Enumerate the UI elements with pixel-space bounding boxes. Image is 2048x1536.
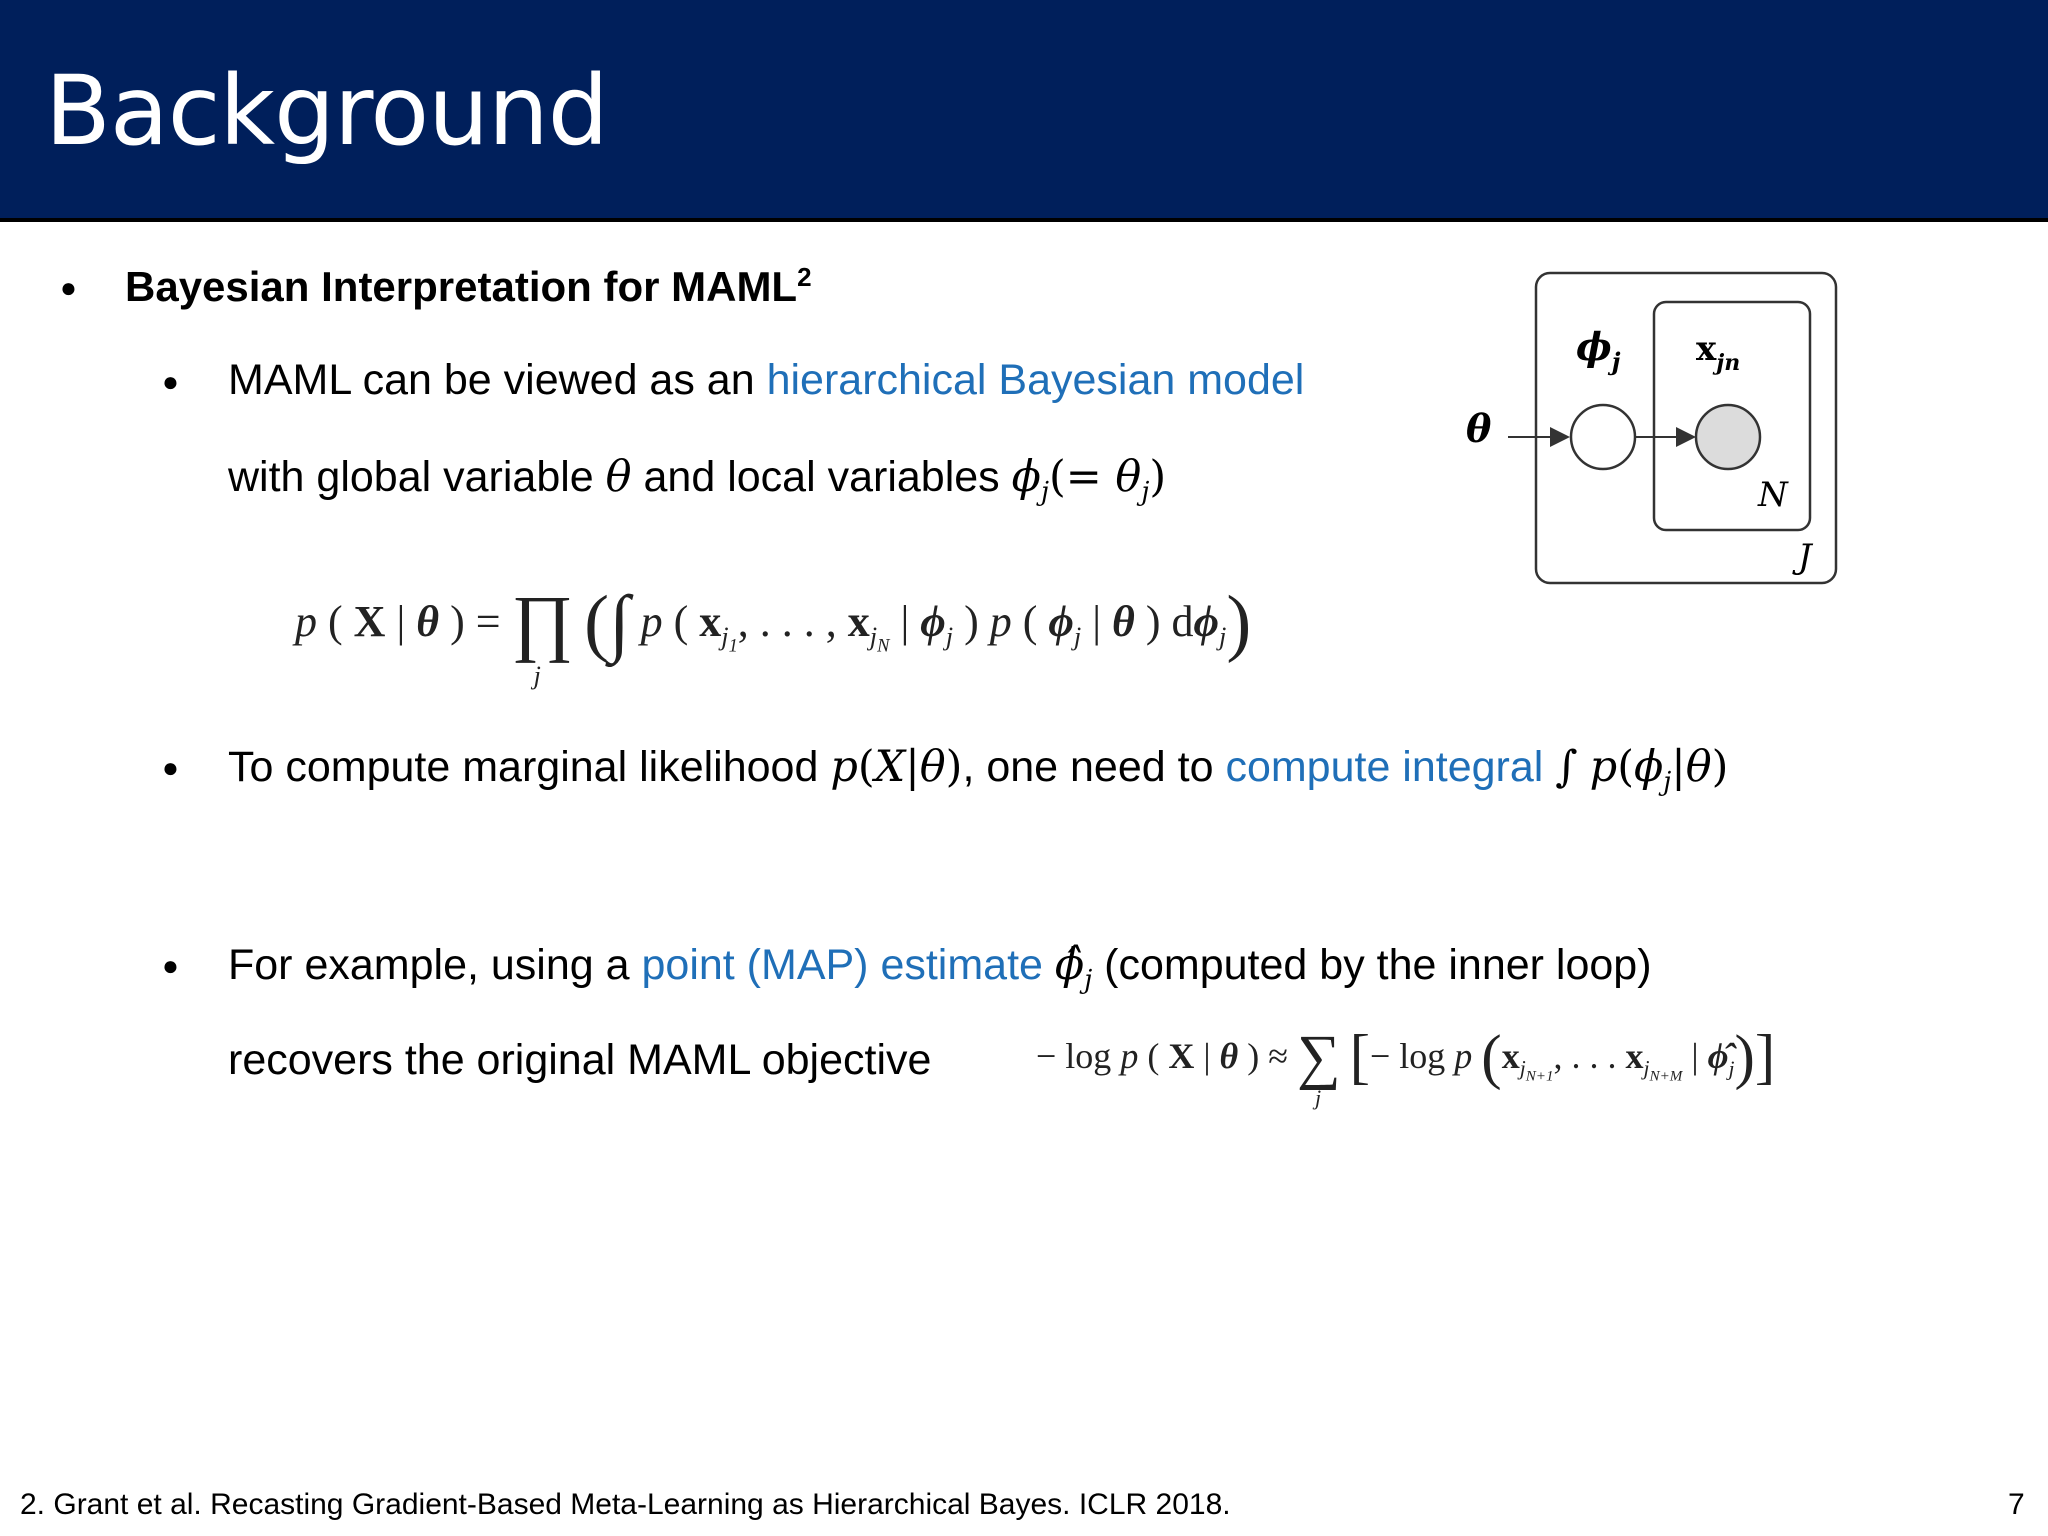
marginal-likelihood-equation: p ( X | θ ) = ∏ j (∫ p ( $x_{j_1}$, . . . , $x_{j_N}$ | $\phi_j$ ) p ( $\phi_j$ | θ ) $d\phi_j$) bbox=[295, 581, 1252, 690]
sub-bullet-dot: ● bbox=[162, 752, 179, 783]
sub1-line2-text: with global variable bbox=[228, 453, 606, 501]
sub2-line: To compute marginal likelihood p(X|θ), one need to compute integral ∫ $p(\phi_j|\theta)$ bbox=[228, 742, 1729, 798]
sub3-line1: For example, using a point (MAP) estimate $\phî_j$ (computed by the inner loop) bbox=[228, 940, 1652, 996]
footer-citation: 2. Grant et al. Recasting Gradient-Based Meta-Learning as Hierarchical Bayes. ICLR 2018. bbox=[20, 1488, 1231, 1521]
bullet-heading bbox=[125, 262, 812, 311]
sub-bullet-dot: ● bbox=[162, 366, 179, 397]
bullet-heading-ref: 2 bbox=[797, 262, 812, 292]
plate-j-label: J bbox=[1798, 537, 1812, 577]
maml-objective-equation: − log p ( X | θ ) ≈ ∑ j [− log p ($x_{j_{N+1}}$, . . . $x_{j_{N+M}}$ | $\phî_j$)] bbox=[1036, 1023, 1776, 1110]
bullet-dot: ● bbox=[60, 272, 77, 303]
sub1-highlight: hierarchical Bayesian model bbox=[766, 356, 1305, 404]
sub3-highlight: point (MAP) estimate bbox=[641, 941, 1043, 989]
sub1-line1-text: MAML can be viewed as an bbox=[228, 356, 767, 404]
sub2-mid: , one need to bbox=[962, 743, 1226, 791]
theta-label: θ bbox=[1466, 406, 1492, 451]
page-number: 7 bbox=[2008, 1488, 2025, 1521]
sub3-line1-text: For example, using a bbox=[228, 941, 642, 989]
sub1-line1 bbox=[228, 356, 1304, 405]
graphical-model-diagram bbox=[1460, 270, 1850, 590]
slide-header bbox=[0, 0, 2048, 222]
sub3-line2: recovers the original MAML objective bbox=[228, 1036, 932, 1084]
phi-label: $\phi_j$ bbox=[1576, 324, 1621, 376]
bullet-heading-text: Bayesian Interpretation for MAML bbox=[125, 263, 798, 310]
sub2-text: To compute marginal likelihood bbox=[228, 743, 831, 791]
sub1-line2: with global variable θ and local variables $\phi_j(= \theta_j)$ bbox=[228, 452, 1167, 508]
sub2-highlight: compute integral bbox=[1225, 743, 1544, 791]
x-node bbox=[1696, 405, 1760, 469]
phi-node bbox=[1571, 405, 1635, 469]
sub1-line2-mid: and local variables bbox=[631, 453, 1012, 501]
plate-n-label: N bbox=[1758, 475, 1788, 515]
sub3-line1-suffix: (computed by the inner loop) bbox=[1104, 941, 1652, 989]
sub-bullet-dot: ● bbox=[162, 950, 179, 981]
x-label: $x_{jn}$ bbox=[1696, 329, 1741, 376]
slide-title: Background bbox=[45, 55, 608, 167]
